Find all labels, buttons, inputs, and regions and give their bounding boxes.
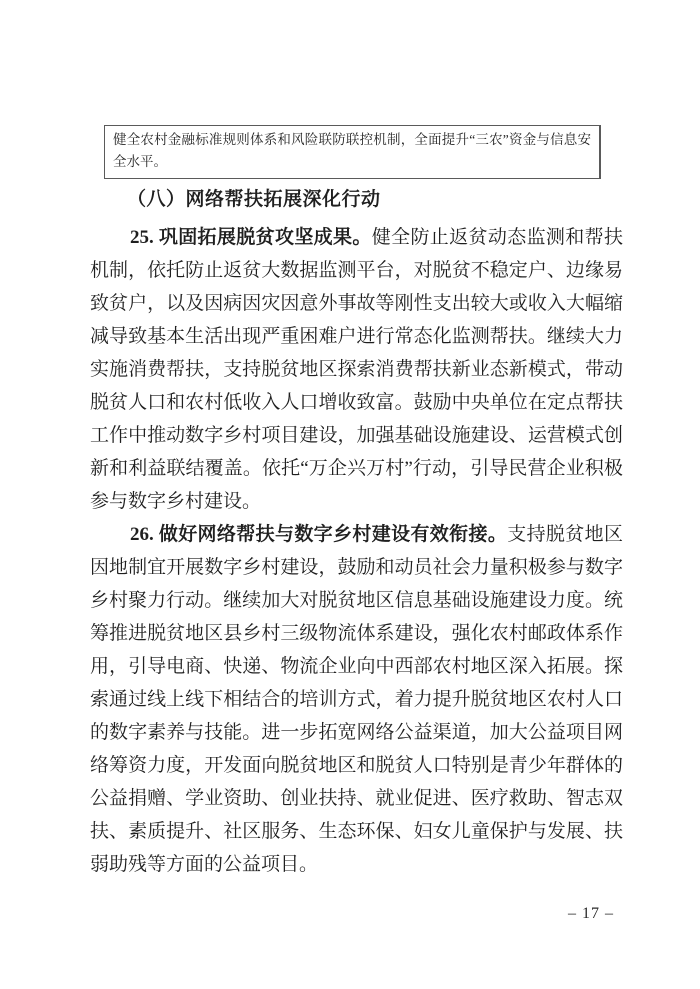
paragraph-26-lead: 26. 做好网络帮扶与数字乡村建设有效衔接。: [130, 524, 508, 545]
paragraph-25: [90, 221, 623, 518]
callout-box: [104, 125, 601, 179]
paragraph-26-body: 支持脱贫地区因地制宜开展数字乡村建设，鼓励和动员社会力量积极参与数字乡村聚力行动。继续加大对脱贫地区信息基础设施建设力度。统筹推进脱贫地区县乡村三级物流体系建设，强化农村邮政体系作用，引导电商、快递、物流企业向中西部农村地区深入拓展。探索通过线上线下相结合的培训方式，着力提升脱贫地区农村人口的数字素养与技能。进一步拓宽网络公益渠道，加大公益项目网络筹资力度，开发面向脱贫地区和脱贫人口特别是青少年群体的公益捐赠、学业资助、创业扶持、就业促进、医疗救助、智志双扶、素质提升、社区服务、生态环保、妇女儿童保护与发展、扶弱助残等方面的公益项目。: [90, 524, 623, 875]
page-number: – 17 –: [568, 905, 614, 922]
paragraph-25-body: 健全防止返贫动态监测和帮扶机制，依托防止返贫大数据监测平台，对脱贫不稳定户、边缘易致贫户，以及因病因灾因意外事故等刚性支出较大或收入大幅缩减导致基本生活出现严重困难户进行常态化监测帮扶。继续大力实施消费帮扶，支持脱贫地区探索消费帮扶新业态新模式，带动脱贫人口和农村低收入人口增收致富。鼓励中央单位在定点帮扶工作中推动数字乡村项目建设，加强基础设施建设、运营模式创新和利益联结覆盖。依托“万企兴万村”行动，引导民营企业积极参与数字乡村建设。: [90, 227, 623, 512]
paragraph-25-lead: 25. 巩固拓展脱贫攻坚成果。: [130, 227, 372, 248]
callout-text: 健全农村金融标准规则体系和风险联防联控机制，全面提升“三农”资金与信息安全水平。: [113, 132, 591, 169]
paragraph-26: [90, 518, 623, 881]
body-text: [90, 221, 623, 881]
section-heading: （八）网络帮扶拓展深化行动: [127, 189, 381, 210]
